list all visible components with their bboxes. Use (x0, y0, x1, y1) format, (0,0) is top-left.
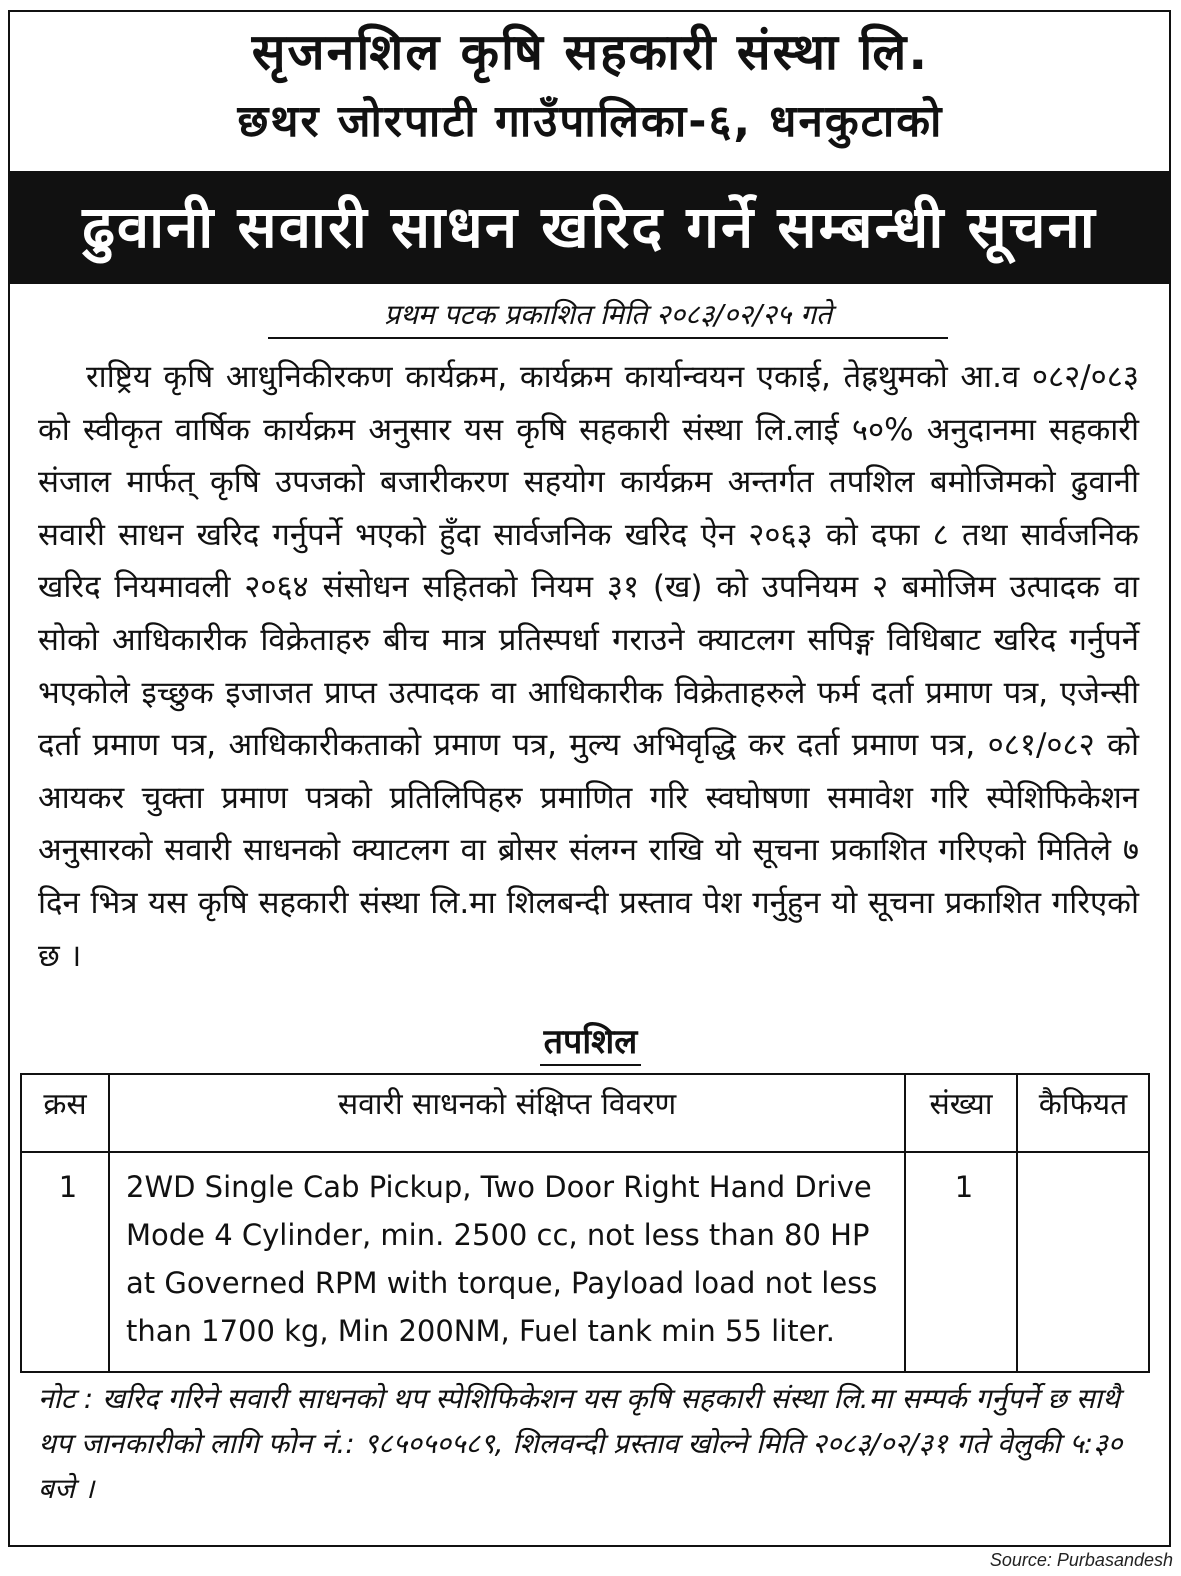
row-quantity: 1 (905, 1152, 1017, 1372)
table-row (21, 1152, 1149, 1372)
organization-address: छथर जोरपाटी गाउँपालिका-६, धनकुटाको (237, 96, 944, 147)
source-credit: Source: Purbasandesh (989, 1550, 1173, 1570)
notice-body-text: राष्ट्रिय कृषि आधुनिकीरकण कार्यक्रम, कार्यक्रम कार्यान्वयन एकाई, तेह्रथुमको आ.व ०८२/०८३ को स्वीकृत वार्षिक कार्यक्रम अनुसार यस कृषि सहकारी संस्था लि.लाई ५०% अनुदानमा सहकारी संजाल मार्फत् कृषि उपजको बजारीकरण सहयोग कार्यक्रम अन्तर्गत तपशिल बमोजिमको ढुवानी सवारी साधन खरिद गर्नुपर्ने भएको हुँदा सार्वजनिक खरिद ऐन २०६३ को दफा ८ तथा सार्वजनिक खरिद नियमावली २०६४ संसोधन सहितको नियम ३१ (ख) को उपनियम २ बमोजिम उत्पादक वा सोको आधिकारीक विक्रेताहरु बीच मात्र प्रतिस्पर्धा गराउने क्याटलग सपिङ्ग विधिबाट खरिद गर्नुपर्ने भएकोले इच्छुक इजाजत प्राप्त उत्पादक वा आधिकारीक विक्रेताहरुले फर्म दर्ता प्रमाण पत्र, एजेन्सी दर्ता प्रमाण पत्र, आधिकारीकताको प्रमाण पत्र, मुल्य अभिवृद्धि कर दर्ता प्रमाण पत्र, ०८१/०८२ को आयकर चुक्ता प्रमाण पत्रको प्रतिलिपिहरु प्रमाणित गरि स्वघोषणा समावेश गरि स्पेशिफिकेशन अनुसारको सवारी साधनको क्याटलग वा ब्रोसर संलग्न राखि यो सूचना प्रकाशित गरिएको मितिले ७ दिन भित्र यस कृषि सहकारी संस्था लि.मा शिलबन्दी प्रस्ताव पेश गर्नुहुन यो सूचना प्रकाशित गरिएको छ । (38, 359, 1139, 974)
row-description: 2WD Single Cab Pickup, Two Door Right Hand Drive Mode 4 Cylinder, min. 2500 cc, not less than 80 HP at Governed RPM with torque, Payload load not less than 1700 kg, Min 200NM, Fuel tank min 55 liter. (109, 1152, 905, 1372)
organization-name: सृजनशिल कृषि सहकारी संस्था लि. (251, 23, 930, 81)
note-text: नोट : खरिद गरिने सवारी साधनको थप स्पेशिफिकेशन यस कृषि सहकारी संस्था लि.मा सम्पर्क गर्नुपर्ने छ साथै थप जानकारीको लागि फोन नं.: ९८५०५०५८९, शिलवन्दी प्रस्ताव खोल्ने मिति २०८३/०२/३१ गते वेलुकी ५:३० बजे । (38, 1382, 1123, 1505)
column-header-quantity: संख्या (905, 1074, 1017, 1152)
column-header-description: सवारी साधनको संक्षिप्त विवरण (109, 1074, 905, 1152)
publication-date: प्रथम पटक प्रकाशित मिति २०८३/०२/२५ गते (268, 295, 948, 339)
row-remarks (1017, 1152, 1149, 1372)
row-sn: 1 (21, 1152, 109, 1372)
column-header-remarks: कैफियत (1017, 1074, 1149, 1152)
schedule-heading-text: तपशिल (540, 1022, 642, 1066)
notice-title-band (8, 171, 1171, 284)
column-header-sn: क्रस (21, 1074, 109, 1152)
schedule-header-row (21, 1074, 1149, 1152)
schedule-heading (0, 1020, 1181, 1064)
notice-title: ढुवानी सवारी साधन खरिद गर्ने सम्बन्धी सूचना (82, 193, 1097, 261)
schedule-table (20, 1073, 1150, 1373)
